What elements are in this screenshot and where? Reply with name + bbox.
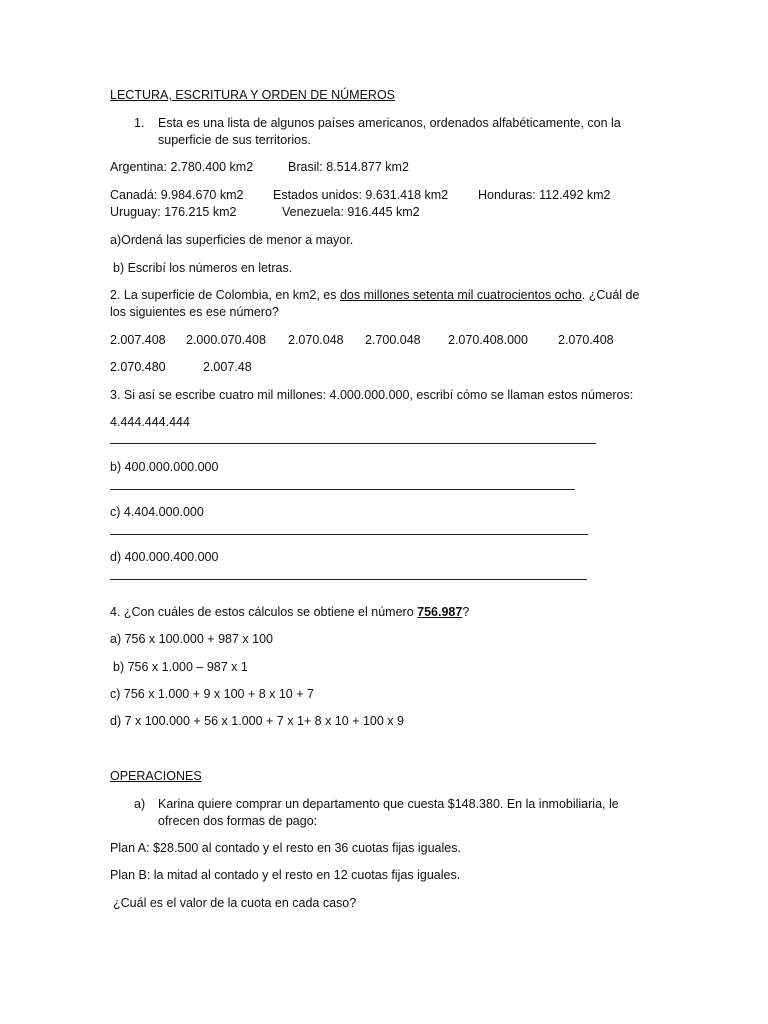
q2-text-line1: [110, 288, 639, 302]
country-uruguay: Uruguay: 176.215 km2: [110, 205, 237, 219]
plan-a: Plan A: $28.500 al contado y el resto en 36 cuotas fijas iguales.: [110, 841, 461, 855]
operaciones-question: ¿Cuál es el valor de la cuota en cada caso?: [113, 896, 357, 910]
answer-line: [110, 489, 575, 490]
q2-option: 2.700.048: [365, 333, 421, 347]
country-honduras: Honduras: 112.492 km2: [478, 188, 611, 202]
q4-option-d: d) 7 x 100.000 + 56 x 1.000 + 7 x 1+ 8 x 10 + 100 x 9: [110, 714, 404, 728]
country-venezuela: Venezuela: 916.445 km2: [282, 205, 420, 219]
q2-option: 2.070.480: [110, 360, 166, 374]
q4-suffix: ?: [462, 605, 470, 619]
q1-part-a: a)Ordená las superficies de menor a mayor.: [110, 233, 354, 247]
q2-option: 2.070.408.000: [448, 333, 528, 347]
q2-text-line2: los siguientes es ese número?: [110, 305, 279, 319]
country-brasil: Brasil: 8.514.877 km2: [288, 160, 409, 174]
country-canada: Canadá: 9.984.670 km2: [110, 188, 244, 202]
q2-option: 2.007.408: [110, 333, 166, 347]
q3-item-b: b) 400.000.000.000: [110, 460, 219, 474]
answer-line: [110, 443, 596, 444]
answer-line: [110, 579, 587, 580]
plan-b: Plan B: la mitad al contado y el resto en 12 cuotas fijas iguales.: [110, 868, 461, 882]
q4-option-b: b) 756 x 1.000 – 987 x 1: [113, 660, 248, 674]
operaciones-line1: Karina quiere comprar un departamento que cuesta $148.380. En la inmobiliaria, le: [158, 797, 619, 811]
q3-item-d: d) 400.000.400.000: [110, 550, 219, 564]
q2-prefix: 2. La superficie de Colombia, en km2, es: [110, 288, 340, 302]
q2-option: 2.007.48: [203, 360, 252, 374]
country-argentina: Argentina: 2.780.400 km2: [110, 160, 254, 174]
q3-item-c: c) 4.404.000.000: [110, 505, 204, 519]
q4-option-a: a) 756 x 100.000 + 987 x 100: [110, 632, 273, 646]
q2-option: 2.070.408: [558, 333, 614, 347]
operaciones-title: OPERACIONES: [110, 769, 202, 783]
q2-underlined-number: dos millones setenta mil cuatrocientos ocho: [339, 288, 582, 302]
q1-text-line1: Esta es una lista de algunos países americanos, ordenados alfabéticamente, con la: [158, 116, 621, 130]
q1-part-b: b) Escribí los números en letras.: [113, 261, 293, 275]
operaciones-marker: a): [134, 797, 146, 811]
page-title: LECTURA, ESCRITURA Y ORDEN DE NÚMEROS: [110, 88, 396, 102]
q2-option: 2.070.048: [288, 333, 344, 347]
q1-text-line2: superficie de sus territorios.: [158, 133, 311, 147]
q3-item-a: 4.444.444.444: [110, 415, 190, 429]
q4-target-number: 756.987: [417, 605, 463, 619]
q1-marker: 1.: [134, 116, 145, 130]
q2-suffix: . ¿Cuál de: [581, 288, 640, 302]
q4-prefix: 4. ¿Con cuáles de estos cálculos se obtiene el número: [110, 605, 418, 619]
q3-text: 3. Si así se escribe cuatro mil millones: 4.000.000.000, escribí cómo se llaman estos números:: [110, 388, 634, 402]
answer-line: [110, 534, 588, 535]
country-estados-unidos: Estados unidos: 9.631.418 km2: [273, 188, 449, 202]
operaciones-line2: ofrecen dos formas de pago:: [158, 814, 318, 828]
q4-text: [110, 605, 469, 619]
q4-option-c: c) 756 x 1.000 + 9 x 100 + 8 x 10 + 7: [110, 687, 314, 701]
q2-option: 2.000.070.408: [186, 333, 266, 347]
